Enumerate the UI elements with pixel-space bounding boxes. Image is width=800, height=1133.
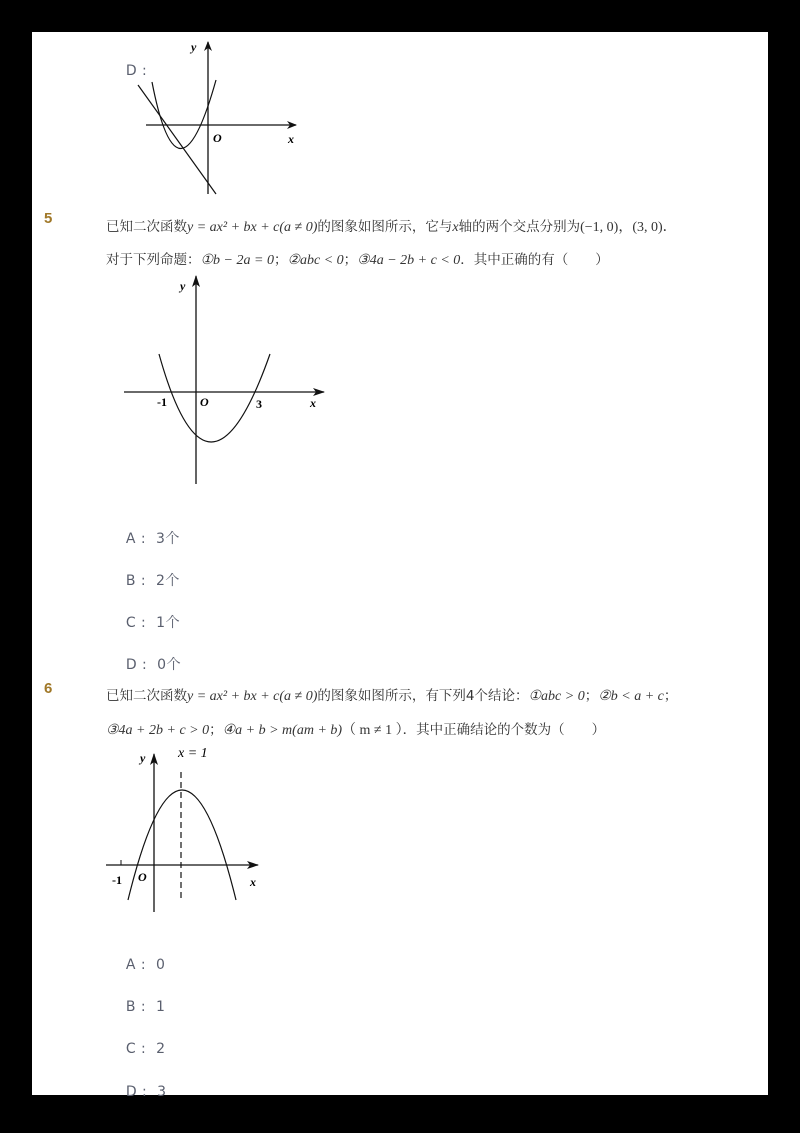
worksheet-page bbox=[32, 32, 768, 1100]
axis-of-symmetry-label: x = 1 bbox=[178, 746, 208, 761]
origin-label: O bbox=[213, 131, 222, 145]
q5-option-d[interactable]: D : 0个 bbox=[125, 657, 182, 673]
x-axis-label: x bbox=[288, 132, 294, 146]
q5-graph bbox=[112, 272, 332, 487]
question-number: 6 bbox=[44, 680, 53, 697]
y-axis-label: y bbox=[191, 40, 197, 54]
tick-label-3: 3 bbox=[256, 397, 262, 411]
question-text-line1: 已知二次函数y = ax² + bx + c(a ≠ 0)的图象如图所示，有下列4个结论：①abc > 0；②b < a + c； bbox=[106, 688, 678, 704]
q5-option-a[interactable]: A : 3个 bbox=[125, 531, 180, 547]
prev-option-d-graph bbox=[125, 36, 308, 201]
question-text-line1: 已知二次函数y = ax² + bx + c(a ≠ 0)的图象如图所示，它与x轴的两个交点分别为(−1, 0)，(3, 0)． bbox=[106, 219, 677, 235]
q6-option-b[interactable]: B : 1 bbox=[125, 999, 166, 1015]
option-label: D : bbox=[125, 63, 148, 79]
tick-label-neg1: -1 bbox=[112, 873, 122, 887]
q6-option-d[interactable]: D : 3 bbox=[125, 1084, 167, 1100]
question-text-line2: 对于下列命题：①b − 2a = 0；②abc < 0；③4a − 2b + c < 0．其中正确的有（ ） bbox=[106, 252, 609, 268]
origin-label: O bbox=[138, 870, 147, 884]
x-axis-label: x bbox=[310, 396, 316, 410]
q5-option-b[interactable]: B : 2个 bbox=[125, 573, 180, 589]
x-axis-label: x bbox=[250, 875, 256, 889]
origin-label: O bbox=[200, 395, 209, 409]
tick-label-neg1: -1 bbox=[157, 395, 167, 409]
q5-option-c[interactable]: C : 1个 bbox=[125, 615, 181, 631]
question-number: 5 bbox=[44, 210, 53, 227]
y-axis-label: y bbox=[180, 279, 186, 293]
y-axis-label: y bbox=[140, 751, 146, 765]
q6-option-a[interactable]: A : 0 bbox=[125, 957, 166, 973]
question-text-line2: ③4a + 2b + c > 0；④a + b > m(am + b)（ m ≠ 1 ）．其中正确结论的个数为（ ） bbox=[106, 722, 606, 738]
q6-option-c[interactable]: C : 2 bbox=[125, 1041, 166, 1057]
q6-graph bbox=[102, 740, 272, 915]
